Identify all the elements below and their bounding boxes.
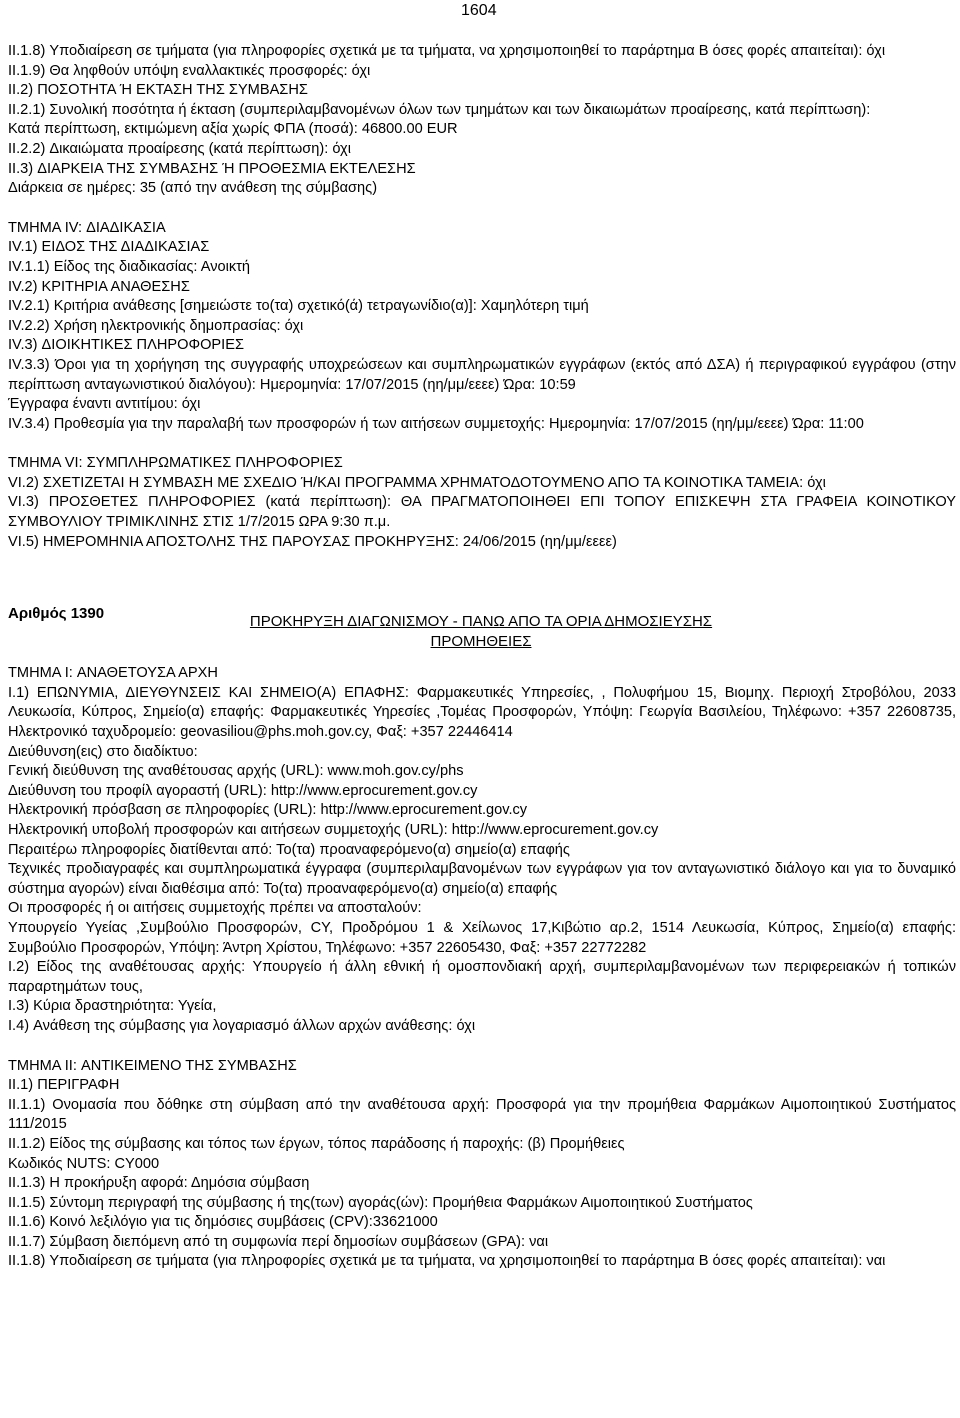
paragraph: I.4) Ανάθεση της σύμβασης για λογαριασμό άλλων αρχών ανάθεσης: όχι — [8, 1017, 476, 1034]
notice-title — [196, 612, 766, 652]
paragraph: IV.2) ΚΡΙΤΗΡΙΑ ΑΝΑΘΕΣΗΣ — [8, 278, 190, 295]
paragraph: IV.3) ΔΙΟΙΚΗΤΙΚΕΣ ΠΛΗΡΟΦΟΡΙΕΣ — [8, 337, 244, 354]
paragraph: II.1.1) Ονομασία που δόθηκε στη σύμβαση από την αναθέτουσα αρχή: Προσφορά για την προμήθεια Φαρμάκων Αιμοποιητικού Συστήματος 111/2015 — [8, 1096, 956, 1133]
paragraph: Τεχνικές προδιαγραφές και συμπληρωματικά έγγραφα (συμπεριλαμβανομένων των εγγράφων για τον ανταγωνιστικό διάλογο και για το δυναμικό σύστημα αγορών) είναι διαθέσιμα από: Το(τα) προαναφερόμενο(α) σημείο(α) επαφής — [8, 861, 956, 897]
paragraph: Διεύθυνση(εις) στο διαδίκτυο: — [8, 743, 198, 760]
notice-title-line2: ΠΡΟΜΗΘΕΙΕΣ — [430, 633, 532, 651]
paragraph: IV.1) ΕΙΔΟΣ ΤΗΣ ΔΙΑΔΙΚΑΣΙΑΣ — [8, 239, 210, 256]
section-block-1 — [8, 42, 956, 199]
paragraph: VI.3) ΠΡΟΣΘΕΤΕΣ ΠΛΗΡΟΦΟΡΙΕΣ (κατά περίπτωση): ΘΑ ΠΡΑΓΜΑΤΟΠΟΙΗΘΕΙ ΕΠΙ ΤΟΠΟΥ ΕΠΙΣΚΕΨΗ ΣΤΑ ΓΡΑΦΕΙΑ ΚΟΙΝΟΤΙΚΟΥ ΣΥΜΒΟΥΛΙΟΥ ΤΡΙΜΙΚΛΙΝΗΣ ΣΤΙΣ 1/7/2015 ΩΡΑ 9:30 π.μ. — [8, 494, 956, 531]
paragraph: II.1.6) Κοινό λεξιλόγιο για τις δημόσιες συμβάσεις (CPV):33621000 — [8, 1214, 438, 1231]
section-block-5 — [8, 1057, 956, 1273]
paragraph: VI.5) ΗΜΕΡΟΜΗΝΙΑ ΑΠΟΣΤΟΛΗΣ ΤΗΣ ΠΑΡΟΥΣΑΣ ΠΡΟΚΗΡΥΞΗΣ: 24/06/2015 (ηη/μμ/εεεε) — [8, 533, 617, 550]
notice-number: Αριθμός 1390 — [8, 605, 105, 623]
paragraph: IV.2.2) Χρήση ηλεκτρονικής δημοπρασίας: όχι — [8, 317, 304, 334]
section-heading: ΤΜΗΜΑ VI: ΣΥΜΠΛΗΡΩΜΑΤΙΚΕΣ ΠΛΗΡΟΦΟΡΙΕΣ — [8, 455, 343, 472]
notice-header — [8, 604, 956, 664]
paragraph: Ηλεκτρονική υποβολή προσφορών και αιτήσεων συμμετοχής (URL): http://www.eprocurement.gov.cy — [8, 822, 659, 838]
paragraph: II.1.8) Υποδιαίρεση σε τμήματα (για πληροφορίες σχετικά με τα τμήματα, να χρησιμοποιηθεί το παράρτημα Β όσες φορές απαιτείται): όχι — [8, 43, 886, 59]
paragraph: IV.3.3) Όροι για τη χορήγηση της συγγραφής υποχρεώσεων και συμπληρωματικών εγγράφων (εκτός από ΔΣΑ) ή περιγραφικού εγγράφου (στην περίπτωση ανταγωνιστικού διαλόγου): Ημερομηνία: 17/07/2015 (ηη/μμ/εεεε) Ώρα: 10:59 — [8, 356, 956, 393]
paragraph: II.1.7) Σύμβαση διεπόμενη από τη συμφωνία περί δημοσίων συμβάσεων (GPA): ναι — [8, 1233, 549, 1250]
paragraph: II.1.5) Σύντομη περιγραφή της σύμβασης ή της(των) αγοράς(ών): Προμήθεια Φαρμάκων Αιμοποιητικού Συστήματος — [8, 1194, 753, 1211]
notice-title-line1: ΠΡΟΚΗΡΥΞΗ ΔΙΑΓΩΝΙΣΜΟΥ - ΠΑΝΩ ΑΠΟ ΤΑ ΟΡΙΑ ΔΗΜΟΣΙΕΥΣΗΣ — [249, 613, 713, 631]
section-heading: ΤΜΗΜΑ IV: ΔΙΑΔΙΚΑΣΙΑ — [8, 219, 166, 236]
paragraph: Περαιτέρω πληροφορίες διατίθενται από: Το(τα) προαναφερόμενο(α) σημείο(α) επαφής — [8, 841, 570, 858]
paragraph: II.2) ΠΟΣΟΤΗΤΑ Ή ΕΚΤΑΣΗ ΤΗΣ ΣΥΜΒΑΣΗΣ — [8, 82, 308, 99]
paragraph: II.1) ΠΕΡΙΓΡΑΦΗ — [8, 1077, 120, 1094]
document-body — [8, 42, 956, 1272]
section-block-4 — [8, 664, 956, 1036]
paragraph: Έγγραφα έναντι αντιτίμου: όχι — [8, 396, 201, 413]
paragraph: Διεύθυνση του προφίλ αγοραστή (URL): http://www.eprocurement.gov.cy — [8, 782, 478, 799]
section-block-2 — [8, 219, 956, 435]
paragraph: IV.2.1) Κριτήρια ανάθεσης [σημειώστε το(τα) σχετικό(ά) τετραγωνίδιο(α)]: Χαμηλότερη τιμή — [8, 298, 589, 315]
paragraph: Γενική διεύθυνση της αναθέτουσας αρχής (URL): www.moh.gov.cy/phs — [8, 763, 464, 780]
page-number: 1604 — [461, 2, 497, 19]
paragraph: IV.1.1) Είδος της διαδικασίας: Ανοικτή — [8, 258, 251, 275]
paragraph: Κωδικός NUTS: CY000 — [8, 1155, 160, 1172]
paragraph: IV.3.4) Προθεσμία για την παραλαβή των προσφορών ή των αιτήσεων συμμετοχής: Ημερομηνία: 17/07/2015 (ηη/μμ/εεεε) Ώρα: 11:00 — [8, 415, 864, 432]
paragraph: Υπουργείο Υγείας ,Συμβούλιο Προσφορών, CY, Προδρόμου 1 & Χείλωνος 17,Κιβώτιο αρ.2, 1514 Λευκωσία, Κύπρος, Σημείο(α) επαφής: Συμβούλιο Προσφορών, Υπόψη: Άντρη Χρίστου, Τηλέφωνο: +357 22605430, Φαξ: +357 22772282 — [8, 919, 956, 956]
paragraph: Κατά περίπτωση, εκτιμώμενη αξία χωρίς ΦΠΑ (ποσά): 46800.00 EUR — [8, 121, 458, 138]
section-heading: ΤΜΗΜΑ I: ΑΝΑΘΕΤΟΥΣΑ ΑΡΧΗ — [8, 665, 218, 682]
paragraph: II.1.2) Είδος της σύμβασης και τόπος των έργων, τόπος παράδοσης ή παροχής: (β) Προμήθειες — [8, 1135, 625, 1152]
paragraph: VI.2) ΣΧΕΤΙΖΕΤΑΙ Η ΣΥΜΒΑΣΗ ΜΕ ΣΧΕΔΙΟ Ή/ΚΑΙ ΠΡΟΓΡΑΜΜΑ ΧΡΗΜΑΤΟΔΟΤΟΥΜΕΝΟ ΑΠΟ ΤΑ ΚΟΙΝΟΤΙΚΑ ΤΑΜΕΙΑ: όχι — [8, 474, 826, 491]
paragraph: II.2.2) Δικαιώματα προαίρεσης (κατά περίπτωση): όχι — [8, 140, 351, 157]
paragraph: II.1.8) Υποδιαίρεση σε τμήματα (για πληροφορίες σχετικά με τα τμήματα, να χρησιμοποιηθεί το παράρτημα Β όσες φορές απαιτείται): ναι — [8, 1253, 886, 1270]
paragraph: II.3) ΔΙΑΡΚΕΙΑ ΤΗΣ ΣΥΜΒΑΣΗΣ Ή ΠΡΟΘΕΣΜΙΑ ΕΚΤΕΛΕΣΗΣ — [8, 160, 416, 177]
paragraph: II.1.9) Θα ληφθούν υπόψη εναλλακτικές προσφορές: όχι — [8, 62, 371, 79]
paragraph: Ηλεκτρονική πρόσβαση σε πληροφορίες (URL): http://www.eprocurement.gov.cy — [8, 802, 528, 819]
paragraph: Οι προσφορές ή οι αιτήσεις συμμετοχής πρέπει να αποσταλούν: — [8, 900, 422, 917]
paragraph: I.2) Είδος της αναθέτουσας αρχής: Υπουργείο ή άλλη εθνική ή ομοσπονδιακή αρχή, συμπεριλαμβανομένων των περιφερειακών ή τοπικών παραρτημάτων τους, — [8, 959, 956, 995]
paragraph: I.1) ΕΠΩΝΥΜΙΑ, ΔΙΕΥΘΥΝΣΕΙΣ ΚΑΙ ΣΗΜΕΙΟ(Α) ΕΠΑΦΗΣ: Φαρμακευτικές Υπηρεσίες, , Πολυφήμου 15, Βιομηχ. Περιοχή Στροβόλου, 2033 Λευκωσία, Κύπρος, Σημείο(α) επαφής: Φαρμακευτικές Υηρεσίες ,Τομέας Προσφορών, Υπόψη: Γεωργία Βασιλείου, Τηλέφωνο: +357 22608735, Ηλεκτρονικό ταχυδρομείο: geovasiliou@phs.moh.gov.cy, Φαξ: +357 22446414 — [8, 684, 956, 741]
paragraph: Διάρκεια σε ημέρες: 35 (από την ανάθεση της σύμβασης) — [8, 180, 378, 197]
section-block-3 — [8, 454, 956, 552]
paragraph: II.1.3) Η προκήρυξη αφορά: Δημόσια σύμβαση — [8, 1175, 310, 1192]
section-heading: ΤΜΗΜΑ II: ΑΝΤΙΚΕΙΜΕΝΟ ΤΗΣ ΣΥΜΒΑΣΗΣ — [8, 1057, 297, 1074]
paragraph: I.3) Κύρια δραστηριότητα: Υγεία, — [8, 998, 217, 1015]
paragraph: II.2.1) Συνολική ποσότητα ή έκταση (συμπεριλαμβανομένων όλων των τμημάτων και των δικαιωμάτων προαίρεσης, κατά περίπτωση): — [8, 101, 871, 118]
